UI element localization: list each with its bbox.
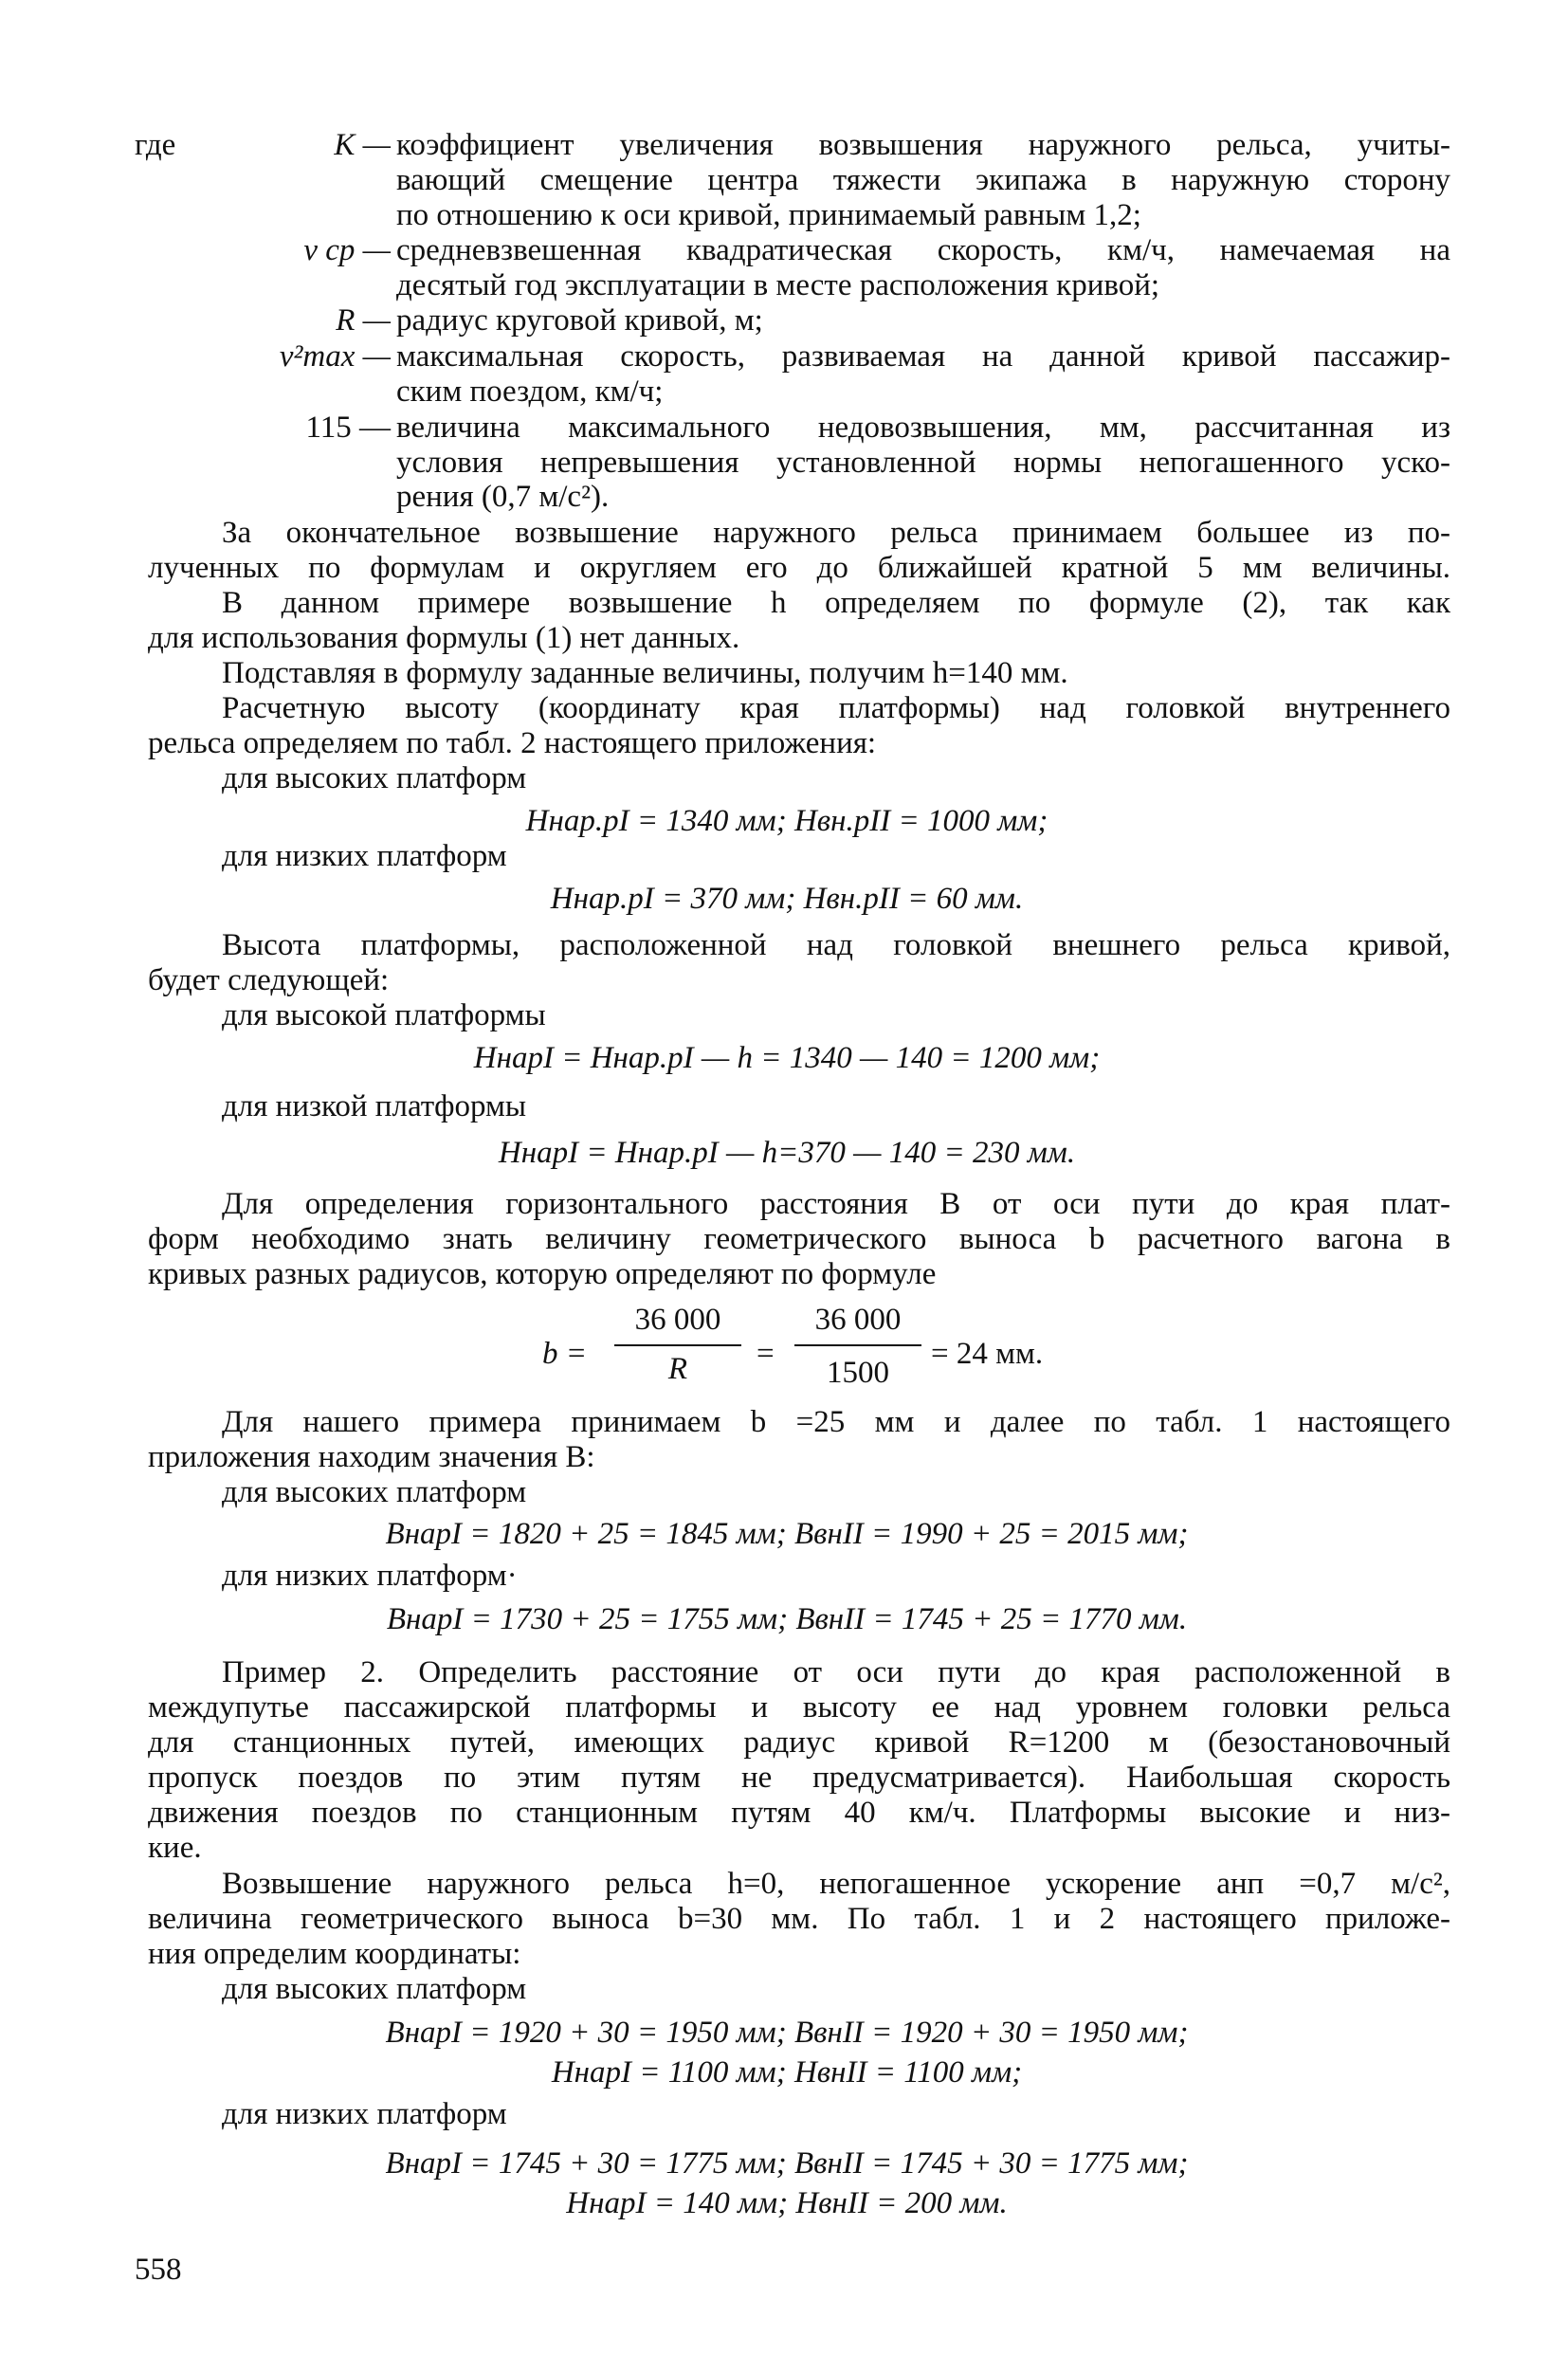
paragraph-8-line-6: кие. — [148, 1831, 202, 1865]
paragraph-3: Подставляя в формулу заданные величины, получим h=140 мм. — [222, 656, 1068, 690]
paragraph-8-line-1: Пример 2. Определить расстояние от оси пути до края расположенной в — [222, 1655, 1450, 1689]
formula-5: BнарI = 1820 + 25 = 1845 мм; BвнII = 1990 + 25 = 2015 мм; — [385, 1517, 1189, 1551]
formula-3: HнарI = Hнар.pI — h = 1340 — 140 = 1200 мм; — [473, 1041, 1101, 1075]
paragraph-8-line-2: междупутье пассажирской платформы и высоту ее над уровнем головки рельса — [148, 1690, 1450, 1725]
paragraph-5-line-2: будет следующей: — [148, 963, 390, 997]
def-k-line-1: коэффициент увеличения возвышения наружного рельса, учиты- — [396, 128, 1450, 162]
formula-6: BнарI = 1730 + 25 = 1755 мм; BвнII = 1745 + 25 = 1770 мм. — [386, 1602, 1188, 1636]
label-high-platforms-3: для высоких платформ — [222, 1972, 527, 2006]
gde-label: где — [135, 128, 176, 162]
def-symbol-r: R — — [336, 303, 391, 338]
paragraph-9-line-2: величина геометрического выноса b=30 мм. По табл. 1 и 2 настоящего приложе- — [148, 1902, 1450, 1936]
formula-9: BнарI = 1745 + 30 = 1775 мм; BвнII = 1745 + 30 = 1775 мм; — [385, 2146, 1189, 2181]
label-low-platforms-1: для низких платформ — [222, 839, 507, 873]
label-low-platform-one: для низкой платформы — [222, 1089, 527, 1123]
def-symbol-115: 115 — — [305, 411, 391, 445]
fraction-lhs: b = — [542, 1337, 588, 1371]
paragraph-2-line-2: для использования формулы (1) нет данных. — [148, 621, 740, 655]
def-r-line-1: радиус круговой кривой, м; — [396, 303, 763, 338]
formula-10: HнарI = 140 мм; HвнII = 200 мм. — [566, 2186, 1008, 2220]
def-115-line-3: рения (0,7 м/с²). — [396, 480, 610, 514]
def-115-line-1: величина максимального недовозвышения, мм, рассчитанная из — [396, 411, 1450, 445]
fraction-bar-2 — [794, 1344, 921, 1346]
def-symbol-vmax: v²max — — [279, 339, 391, 374]
fraction-result: = 24 мм. — [931, 1337, 1044, 1371]
def-k-line-3: по отношению к оси кривой, принимаемый равным 1,2; — [396, 198, 1141, 232]
def-symbol-vcp: v ср — — [303, 233, 391, 267]
formula-7: BнарI = 1920 + 30 = 1950 мм; BвнII = 1920 + 30 = 1950 мм; — [385, 2016, 1189, 2050]
def-vcp-line-2: десятый год эксплуатации в месте расположения кривой; — [396, 268, 1160, 302]
paragraph-9-line-3: ния определим координаты: — [148, 1937, 521, 1971]
paragraph-5-line-1: Высота платформы, расположенной над головкой внешнего рельса кривой, — [222, 928, 1450, 962]
formula-2: Hнар.pI = 370 мм; Hвн.pII = 60 мм. — [550, 882, 1024, 916]
paragraph-7-line-2: приложения находим значения B: — [148, 1440, 595, 1474]
paragraph-8-line-5: движения поездов по станционным путям 40 км/ч. Платформы высокие и низ- — [148, 1796, 1450, 1830]
def-symbol-k: K — — [334, 128, 391, 162]
paragraph-9-line-1: Возвышение наружного рельса h=0, непогашенное ускорение aнп =0,7 м/с², — [222, 1867, 1450, 1901]
paragraph-8-line-3: для станционных путей, имеющих радиус кривой R=1200 м (безостановочный — [148, 1725, 1450, 1760]
page-number: 558 — [135, 2253, 182, 2287]
paragraph-4-line-2: рельса определяем по табл. 2 настоящего приложения: — [148, 726, 877, 760]
label-low-platforms-3: для низких платформ — [222, 2097, 507, 2131]
label-high-platforms-1: для высоких платформ — [222, 761, 527, 795]
fraction-numerator-2: 36 000 — [814, 1303, 902, 1337]
paragraph-6-line-1: Для определения горизонтального расстояния B от оси пути до края плат- — [222, 1187, 1450, 1221]
label-low-platforms-2: для низких платформ· — [222, 1559, 518, 1593]
fraction-numerator-1: 36 000 — [634, 1303, 721, 1337]
paragraph-6-line-2: форм необходимо знать величину геометрического выноса b расчетного вагона в — [148, 1222, 1450, 1256]
label-high-platforms-2: для высоких платформ — [222, 1475, 527, 1509]
def-vmax-line-1: максимальная скорость, развиваемая на данной кривой пассажир- — [396, 339, 1450, 374]
fraction-denominator-1: R — [667, 1352, 688, 1386]
paragraph-2-line-1: В данном примере возвышение h определяем по формуле (2), так как — [222, 586, 1450, 620]
def-vcp-line-1: средневзвешенная квадратическая скорость, км/ч, намечаемая на — [396, 233, 1450, 267]
paragraph-4-line-1: Расчетную высоту (координату края платформы) над головкой внутреннего — [222, 691, 1450, 725]
paragraph-1-line-1: За окончательное возвышение наружного рельса принимаем большее из по- — [222, 516, 1450, 550]
formula-4: HнарI = Hнар.pI — h=370 — 140 = 230 мм. — [498, 1136, 1076, 1170]
paragraph-6-line-3: кривых разных радиусов, которую определяют по формуле — [148, 1257, 937, 1291]
fraction-equals: = — [757, 1337, 775, 1371]
def-115-line-2: условия непревышения установленной нормы непогашенного уско- — [396, 446, 1450, 480]
def-k-line-2: вающий смещение центра тяжести экипажа в наружную сторону — [396, 163, 1450, 197]
label-high-platform-one: для высокой платформы — [222, 998, 546, 1032]
fraction-denominator-2: 1500 — [827, 1356, 889, 1390]
paragraph-1-line-2: лученных по формулам и округляем его до ближайшей кратной 5 мм величины. — [148, 551, 1450, 585]
paragraph-8-line-4: пропуск поездов по этим путям не предусматривается). Наибольшая скорость — [148, 1761, 1450, 1795]
formula-8: HнарI = 1100 мм; HвнII = 1100 мм; — [551, 2055, 1023, 2090]
formula-1: Hнар.pI = 1340 мм; Hвн.pII = 1000 мм; — [525, 804, 1048, 838]
paragraph-7-line-1: Для нашего примера принимаем b =25 мм и далее по табл. 1 настоящего — [222, 1405, 1450, 1439]
fraction-bar-1 — [614, 1344, 741, 1346]
def-vmax-line-2: ским поездом, км/ч; — [396, 374, 664, 409]
